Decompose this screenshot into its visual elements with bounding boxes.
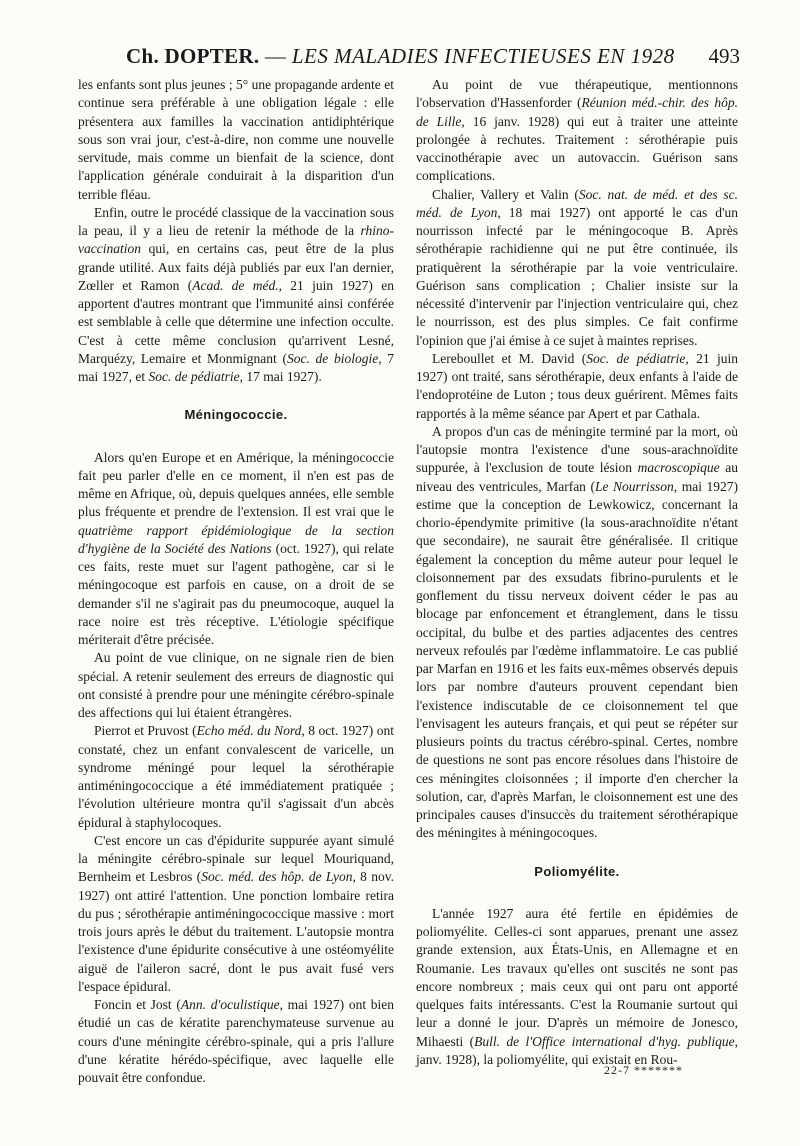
section-heading-poliomyelite: Poliomyélite. [534,863,620,879]
paragraph: Au point de vue thérapeutique, mentionnons l'observation d'Hassenforder (Réunion méd.-chir. des hôp. de Lille, 16 janv. 1928) qui eut à traiter une atteinte prolongée à rechutes. Traitement : sérothérapie puis vaccinothérapie avec un autovaccin. Guérison sans complications. [416,77,738,184]
paragraph: les enfants sont plus jeunes ; 5° une propagande ardente et continue sera préférable à une obligation légale : elle présentera aux familles la vaccination antidiphtérique sous son vrai jour, c'est-à-dire, non comme une nouvelle servitude, mais comme un bienfait de la science, dont l'application générale conduirait à la disparition d'un terrible fléau. [78,77,394,202]
paragraph: Alors qu'en Europe et en Amérique, la méningococcie fait peu parler d'elle en ce moment, il n'en est pas de même en Afrique, où, depuis quelques années, elle semble plus fréquente et prendre de l'extension. Il est vrai que le quatrième rapport épidémiologique de la section d'hygiène de la Société des Nations (oct. 1927), qui relate ces faits, reste muet sur l'agent pathogène, car si le méningocoque est parfois en cause, on a droit de se demander s'il ne s'agirait pas du pneumocoque, auquel la race noire est très réceptive. L'étiologie spécifique mériterait d'être précisée. [78,449,394,647]
header-subject: LES MALADIES INFECTIEUSES EN 1928 [291,44,675,68]
paragraph: Foncin et Jost (Ann. d'oculistique, mai 1927) ont bien étudié un cas de kératite parenchymateuse survenue au cours d'une méningite cérébro-spinale, qui a pris l'allure d'une kératite hérédo-spécifique, avec laquelle elle pouvait être confondue. [78,997,395,1085]
header-dash: — [264,44,287,68]
left-column [78,76,394,1087]
paragraph: L'année 1927 aura été fertile en épidémies de poliomyélite. Celles-ci sont apparues, prenant une assez grande extension, aux États-Unis, en Allemagne et en Roumanie. Les travaux qu'elles ont suscités ne sont pas encore nombreux ; mais ceux qui ont paru ont apporté quelques faits intéressants. C'est la Roumanie surtout qui leur a donné le jour. D'après un mémoire de Jonesco, Mihaesti (Bull. de l'Office international d'hyg. publique, janv. 1928), la poliomyélite, qui existait en Rou- [416,905,738,1067]
paragraph: Au point de vue clinique, on ne signale rien de bien spécial. A retenir seulement des erreurs de diagnostic qui ont consisté à prendre pour une méningite cérébro-spinale des affections qui lui étaient étrangères. [78,650,394,720]
section-heading-meningococcie: Méningococcie. [184,407,288,423]
header-author: Ch. DOPTER. [126,44,260,68]
paragraph: Lereboullet et M. David (Soc. de pédiatrie, 21 juin 1927) ont traité, sans sérothérapie, deux enfants à l'aide de l'endoprotéine de Luton ; tous deux guérirent. Mêmes faits rapportés à la même séance par Apert et par Cathala. [416,350,738,421]
paragraph: A propos d'un cas de méningite terminé par la mort, où l'autopsie montra l'existence d'une sous-arachnoïdite suppurée, à l'exclusion de toute lésion macroscopique au niveau des ventricules, Marfan (Le Nourrisson, mai 1927) estime que la conception de Lewkowicz, concernant la chorio-épendymite primitive (la sous-arachnoïdite n'étant que secondaire), ne saurait être généralisée. Il critique également la conception du même auteur pour lequel le cloisonnement par des exsudats fibrino-purulents et le gonflement du tissu nerveux doivent céder le pas au blocage par enfoncement et étranglement, dans le tissu occipital, du bulbe et des parties adjacentes des centres nerveux refoulés par l'œdème inflammatoire. Le cas publié par Marfan en 1916 et les faits eux-mêmes observés depuis lors par nombre d'auteurs prouvent cependant bien l'existence indiscutable de ce cloisonnement tel que l'envisagent les auteurs français, et qui peut se répéter sur plusieurs points du tractus cérébro-spinal. Certes, nombre de questions ne sont pas encore résolues dans l'histoire de ces méningites cloisonnées ; il importe d'en chercher la solution, car, d'après Marfan, le cloisonnement est une des principales causes d'insuccès du traitement sérothérapique des méningites à méningocoques. [416,423,738,841]
paragraph: C'est encore un cas d'épidurite suppurée ayant simulé la méningite cérébro-spinale sur lequel Mouriquand, Bernheim et Lesbros (Soc. méd. des hôp. de Lyon, 8 nov. 1927) ont attiré l'attention. Une ponction lombaire retira du pus ; sérothérapie antiméningococcique massive : mort trois jours après le début du traitement. L'autopsie montra l'existence d'une épidurite consécutive à une ostéomyélite aiguë de l'aileron sacré, dont le pus avait fusé vers l'espace épidural. [78,832,394,994]
running-title [126,44,675,69]
paragraph: Enfin, outre le procédé classique de la vaccination sous la peau, il y a lieu de retenir la méthode de la rhino-vaccination qui, en certains cas, peut être de la plus grande utilité. Aux faits déjà publiés par eux l'an dernier, Zœller et Ramon (Acad. de méd., 21 juin 1927) en apportent d'autres montrant que l'immunité ainsi conférée est semblable à celle que détermine une infection occulte. C'est à cette même conclusion qu'arrivent Lesné, Marquézy, Lemaire et Monmignant (Soc. de biologie, 7 mai 1927, et Soc. de pédiatrie, 17 mai 1927). [78,204,395,384]
printer-signature: 22-7 ******* [604,1063,683,1077]
page-number: 493 [708,44,740,68]
paragraph: Pierrot et Pruvost (Echo méd. du Nord, 8 oct. 1927) ont constaté, chez un enfant convalescent de varicelle, un syndrome méningé pour lequel la sérothérapie antiméningococcique a été immédiatement pratiquée ; l'évolution ultérieure montra qu'il s'agissait d'un abcès épidural à staphylocoques. [78,723,394,830]
paragraph: Chalier, Vallery et Valin (Soc. nat. de méd. et des sc. méd. de Lyon, 18 mai 1927) ont apporté le cas d'un nourrisson infecté par le méningocoque B. Après sérothérapie rachidienne qui ne put être continuée, ils pratiquèrent la sérothérapie par la voie ventriculaire. Guérison sans complication ; Chalier insiste sur la nécessité d'intervenir par l'injection ventriculaire qui, chez le nourrisson, est des plus simples. Ce fait confirme l'opinion que j'ai émise à ce sujet à maintes reprises. [416,186,738,348]
running-header [76,44,740,74]
right-column [416,76,738,1069]
